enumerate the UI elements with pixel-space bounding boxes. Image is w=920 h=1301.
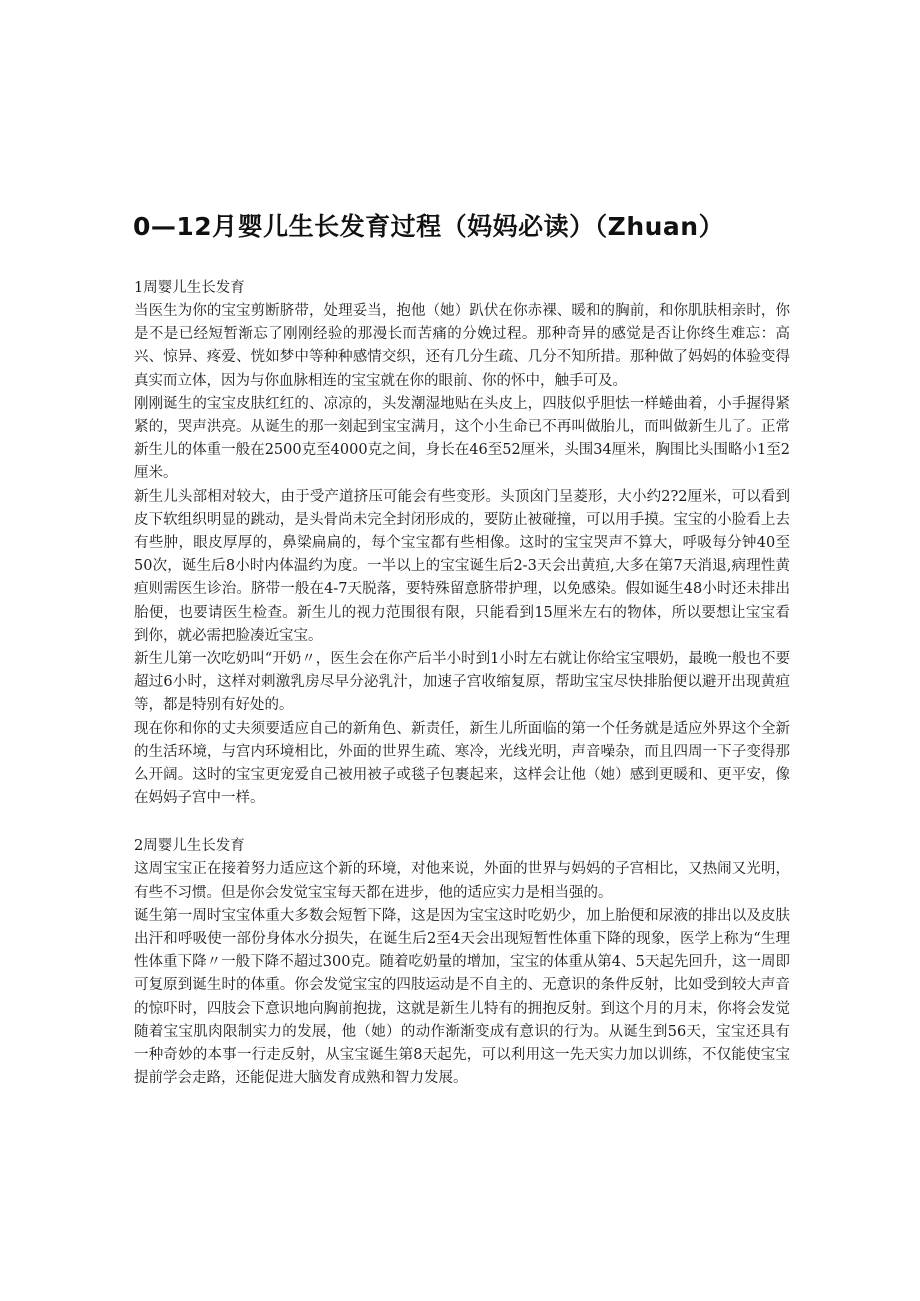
section-week-2 [134,834,790,1090]
section-week-1 [134,276,790,810]
section-heading: 1周婴儿生长发育 [134,280,245,296]
section-spacer [134,810,790,834]
paragraph: 这周宝宝正在接着努力适应这个新的环境，对他来说，外面的世界与妈妈的子宫相比，又热闹又光明，有些不习惯。但是你会发觉宝宝每天都在进步，他的适应实力是相当强的。 [134,861,790,901]
paragraph: 当医生为你的宝宝剪断脐带，处理妥当，抱他（她）趴伏在你赤裸、暖和的胸前，和你肌肤相亲时，你是不是已经短暂渐忘了刚刚经验的那漫长而苦痛的分娩过程。那种奇异的感觉是否让你终生难忘：高兴、惊异、疼爱、恍如梦中等种种感情交织，还有几分生疏、几分不知所措。那种做了妈妈的体验变得真实而立体，因为与你血脉相连的宝宝就在你的眼前、你的怀中，触手可及。 [134,303,790,389]
paragraph: 新生儿头部相对较大，由于受产道挤压可能会有些变形。头顶囟门呈菱形，大小约2?2厘米，可以看到皮下软组织明显的跳动，是头骨尚未完全封闭形成的，要防止被碰撞，可以用手摸。宝宝的小脸看上去有些肿，眼皮厚厚的，鼻梁扁扁的，每个宝宝都有些相像。这时的宝宝哭声不算大，呼吸每分钟40至50次，诞生后8小时内体温约为度。一半以上的宝宝诞生后2-3天会出黄疸,大多在第7天消退,病理性黄疸则需医生诊治。脐带一般在4-7天脱落，要特殊留意脐带护理，以免感染。假如诞生48小时还未排出胎便，也要请医生检查。新生儿的视力范围很有限，只能看到15厘米左右的物体，所以要想让宝宝看到你，就必需把脸凑近宝宝。 [134,488,790,644]
section-heading: 2周婴儿生长发育 [134,838,245,855]
paragraph: 诞生第一周时宝宝体重大多数会短暂下降，这是因为宝宝这时吃奶少，加上胎便和尿液的排出以及皮肤出汗和呼吸使一部份身体水分损失，在诞生后2至4天会出现短暂性体重下降的现象，医学上称为“生理性体重下降〃一般下降不超过300克。随着吃奶量的增加，宝宝的体重从第4、5天起先回升，这一周即可复原到诞生时的体重。你会发觉宝宝的四肢运动是不自主的、无意识的条件反射，比如受到较大声音的惊吓时，四肢会下意识地向胸前抱拢，这就是新生儿特有的拥抱反射。到这个月的月末，你将会发觉随着宝宝肌肉限制实力的发展，他（她）的动作渐渐变成有意识的行为。从诞生到56天，宝宝还具有一种奇妙的本事一行走反射，从宝宝诞生第8天起先，可以利用这一先天实力加以训练，不仅能使宝宝提前学会走路，还能促进大脑发育成熟和智力发展。 [134,907,790,1087]
document-title: 0—12月婴儿生长发育过程（妈妈必读）（Zhuan） [133,212,725,241]
paragraph: 现在你和你的丈夫须要适应自己的新角色、新责任，新生儿所面临的第一个任务就是适应外界这个全新的生活环境，与宫内环境相比，外面的世界生疏、寒冷，光线光明，声音噪杂，而且四周一下子变得那么开阔。这时的宝宝更宠爱自己被用被子或毯子包裹起来，这样会让他（她）感到更暖和、更平安，像在妈妈子宫中一样。 [134,720,790,807]
document-body [134,276,790,1091]
paragraph: 刚刚诞生的宝宝皮肤红红的、凉凉的，头发潮湿地贴在头皮上，四肢似乎胆怯一样蜷曲着，小手握得紧紧的，哭声洪亮。从诞生的那一刻起到宝宝满月，这个小生命已不再叫做胎儿，而叫做新生儿了。正常新生儿的体重一般在2500克至4000克之间，身长在46至52厘米，头围34厘米，胸围比头围略小1至2厘米。 [134,395,790,482]
paragraph: 新生儿第一次吃奶叫“开奶〃，医生会在你产后半小时到1小时左右就让你给宝宝喂奶，最晚一般也不要超过6小时，这样对刺激乳房尽早分泌乳汁，加速子宫收缩复原，帮助宝宝尽快排胎便以避开出现黄疸等，都是特别有好处的。 [134,651,790,714]
